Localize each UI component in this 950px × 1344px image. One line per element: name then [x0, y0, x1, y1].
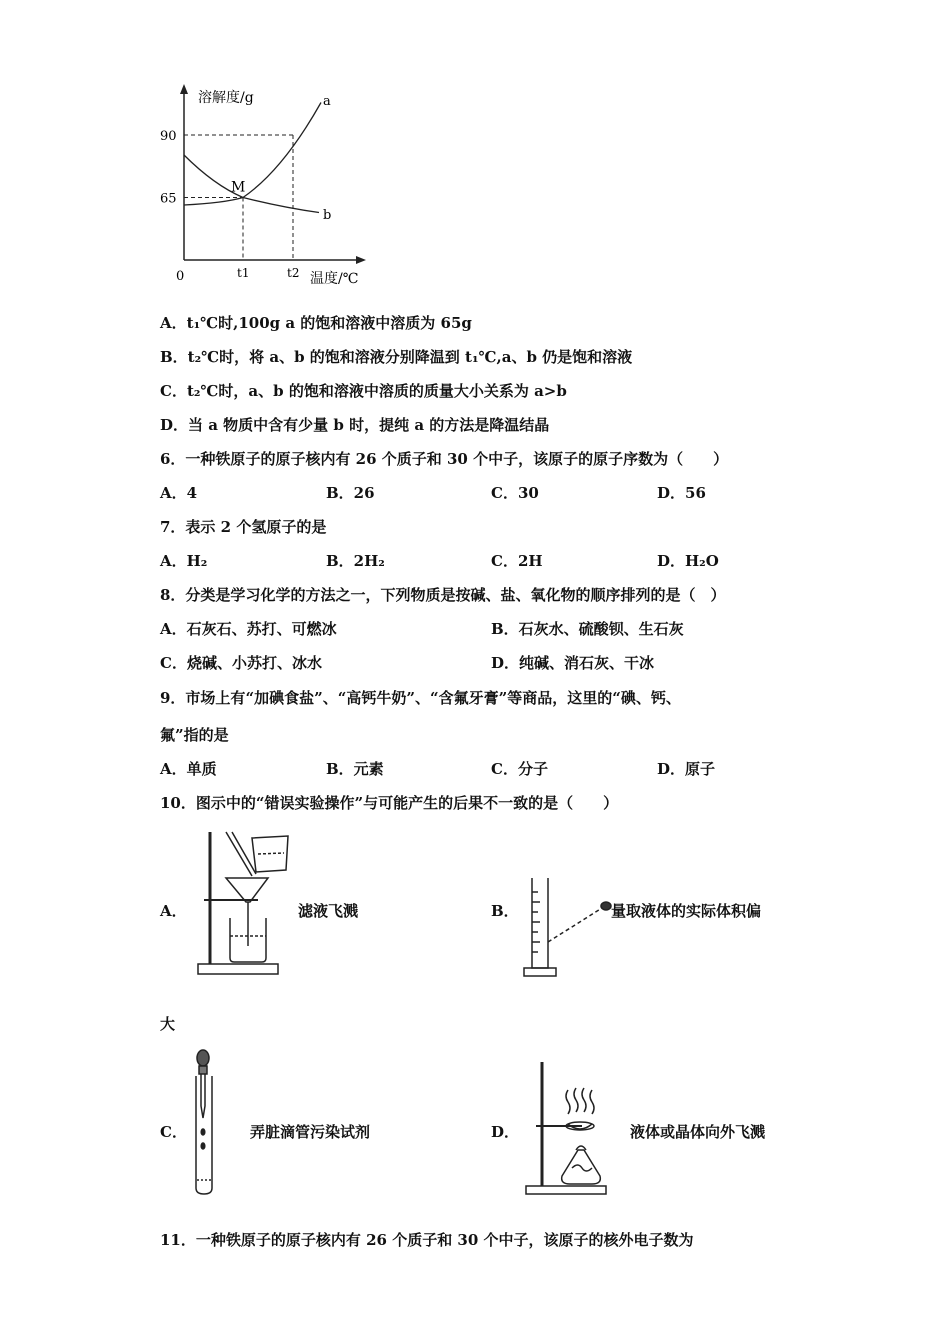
q10-c-text: 弄脏滴管污染试剂	[250, 1123, 371, 1141]
q8-option-d: D．纯碱、消石灰、干冰	[491, 654, 655, 672]
y-tick-label: 90	[160, 129, 177, 144]
q7-option-d: D．H₂O	[657, 552, 719, 570]
q7-option-b: B．2H₂	[326, 552, 385, 570]
q10-b-text: 量取液体的实际体积偏	[611, 902, 762, 920]
q5-option-c: C．t₂℃时，a、b 的饱和溶液中溶质的质量大小关系为 a>b	[160, 382, 567, 400]
q10-a-label: A．	[160, 902, 187, 920]
q10-stem: 10．图示中的“错误实验操作”与可能产生的后果不一致的是（ ）	[160, 794, 619, 812]
q10-b-text-cont: 大	[160, 1015, 176, 1033]
q8-stem: 8．分类是学习化学的方法之一，下列物质是按碱、盐、氧化物的顺序排列的是（ ）	[160, 586, 726, 604]
q5-option-b: B．t₂℃时，将 a、b 的饱和溶液分别降温到 t₁℃,a、b 仍是饱和溶液	[160, 348, 633, 366]
q6-option-c: C．30	[491, 484, 539, 502]
x-tick-label: t2	[287, 266, 300, 280]
q7-option-c: C．2H	[491, 552, 543, 570]
series-b-label: b	[323, 208, 332, 223]
q5-option-a: A．t₁℃时,100g a 的饱和溶液中溶质为 65g	[160, 314, 472, 332]
q6-option-a: A．4	[160, 484, 198, 502]
q8-option-b: B．石灰水、硫酸钡、生石灰	[491, 620, 684, 638]
q9-stem-line2: 氟”指的是	[160, 726, 229, 744]
q9-option-c: C．分子	[491, 760, 548, 778]
q10-a-text: 滤液飞溅	[298, 902, 359, 920]
q10-b-label: B．	[491, 902, 519, 920]
q6-stem: 6．一种铁原子的原子核内有 26 个质子和 30 个中子，该原子的原子序数为（ ）	[160, 450, 729, 468]
series-a-curve	[184, 103, 321, 206]
x-axis-label: 温度/℃	[310, 271, 359, 287]
y-axis-label: 溶解度/g	[198, 90, 254, 106]
origin-label: 0	[176, 269, 185, 284]
q6-option-d: D．56	[657, 484, 706, 502]
q8-option-a: A．石灰石、苏打、可燃冰	[160, 620, 337, 638]
graduated-cylinder-figure	[518, 872, 618, 982]
q7-option-a: A．H₂	[160, 552, 208, 570]
solubility-chart	[150, 78, 390, 288]
x-tick-label: t1	[237, 266, 250, 280]
q7-stem: 7．表示 2 个氢原子的是	[160, 518, 327, 536]
intersection-point-label: M	[231, 179, 246, 196]
q10-c-label: C．	[160, 1123, 187, 1141]
q11-stem: 11．一种铁原子的原子核内有 26 个质子和 30 个中子，该原子的核外电子数为	[160, 1231, 694, 1249]
series-a-label: a	[323, 94, 331, 109]
y-tick-label: 65	[160, 191, 177, 207]
q10-d-label: D．	[491, 1123, 520, 1141]
filtration-apparatus-figure	[190, 828, 290, 980]
dropper-test-tube-figure	[186, 1046, 226, 1198]
q5-option-d: D．当 a 物质中含有少量 b 时，提纯 a 的方法是降温结晶	[160, 416, 550, 434]
q10-d-text: 液体或晶体向外飞溅	[630, 1123, 766, 1141]
q9-option-a: A．单质	[160, 760, 217, 778]
x-axis-arrow	[356, 256, 366, 264]
y-axis-arrow	[180, 84, 188, 94]
q9-option-d: D．原子	[657, 760, 716, 778]
q6-option-b: B．26	[326, 484, 375, 502]
q9-stem-line1: 9．市场上有“加碘食盐”、“高钙牛奶”、“含氟牙膏”等商品，这里的“碘、钙、	[160, 689, 681, 707]
evaporation-apparatus-figure	[522, 1058, 622, 1198]
q9-option-b: B．元素	[326, 760, 384, 778]
q8-option-c: C．烧碱、小苏打、冰水	[160, 654, 322, 672]
